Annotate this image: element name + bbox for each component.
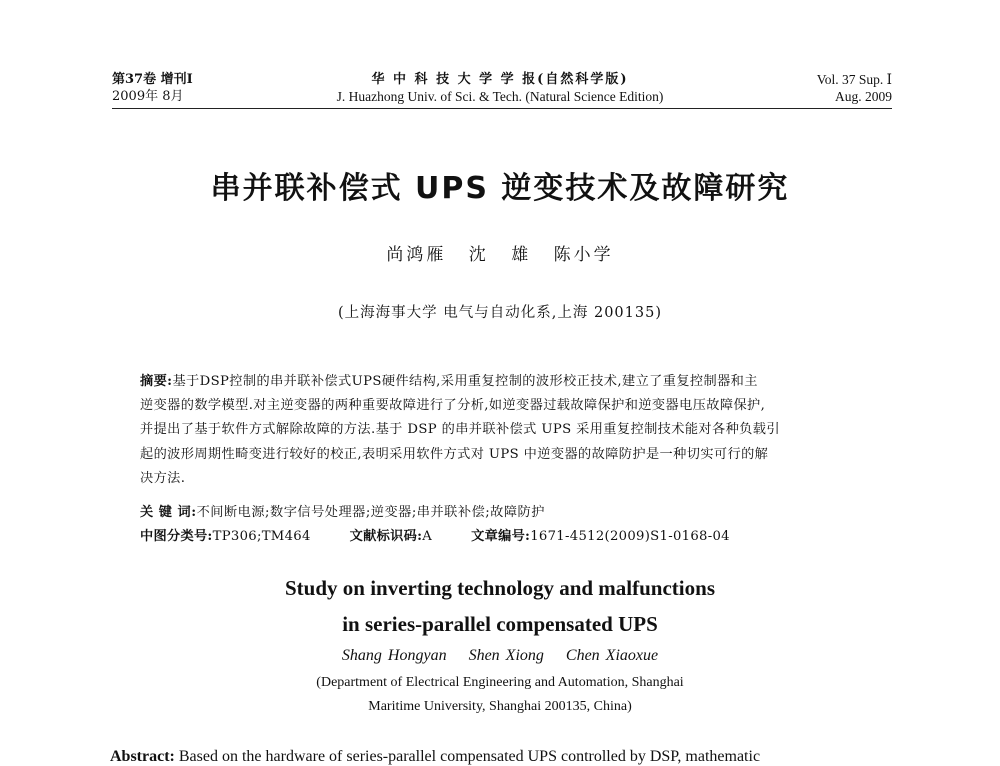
abstract-cn-line-3: 并提出了基于软件方式解除故障的方法.基于 DSP 的串并联补偿式 UPS 采用重复控制技术能对各种负载引 (140, 422, 780, 438)
cn-title: 串并联补偿式 UPS 逆变技术及故障研究 (210, 171, 790, 206)
keywords-text: 不间断电源;数字信号处理器;逆变器;串并联补偿;故障防护 (196, 505, 545, 520)
keywords-label: 关 键 词: (140, 505, 197, 520)
header-volume-issue: 第37卷 增刊Ⅰ (112, 72, 193, 87)
doc-code-label: 文献标识码: (349, 529, 423, 544)
doc-code-value: A (422, 529, 433, 544)
header-date-en: Aug. 2009 (835, 89, 892, 104)
abstract-cn-line-4: 起的波形周期性畸变进行较好的校正,表明采用软件方式对 UPS 中逆变器的故障防护是一种切实可行的解 (140, 446, 769, 462)
abstract-en (110, 748, 760, 766)
header-rule (112, 108, 892, 109)
en-affiliation-line-1: (Department of Electrical Engineering and Automation, Shanghai (316, 675, 684, 690)
en-author-3: Chen Xiaoxue (565, 647, 659, 664)
clc-label: 中图分类号: (140, 529, 213, 544)
article-no-value: 1671-4512(2009)S1-0168-04 (530, 529, 730, 544)
header-volume-en-block (817, 71, 892, 105)
header-journal-en: J. Huazhong Univ. of Sci. & Tech. (Natural Science Edition) (336, 89, 664, 104)
en-author-1: Shang Hongyan (341, 647, 447, 664)
abstract-cn-line (140, 370, 870, 394)
abstract-cn-line-1: 基于DSP控制的串并联补偿式UPS硬件结构,采用重复控制的波形校正技术,建立了重复控制器和主 (172, 374, 758, 389)
header-vol-en: Vol. 37 Sup. Ⅰ (816, 72, 892, 87)
en-authors (0, 647, 1000, 665)
abstract-cn (140, 370, 870, 491)
classification-line (140, 525, 730, 544)
keywords (140, 501, 545, 520)
abstract-cn-label: 摘要: (140, 374, 173, 389)
clc-value: TP306;TM464 (212, 529, 311, 544)
en-author-2: Shen Xiong (468, 647, 544, 664)
cn-affiliation: (上海海事大学 电气与自动化系,上海 200135) (338, 305, 662, 321)
cn-authors: 尚鸿雁 沈 雄 陈小学 (386, 245, 614, 265)
header-journal-cn: 华 中 科 技 大 学 学 报(自然科学版) (371, 72, 629, 87)
en-title-line-2: in series-parallel compensated UPS (342, 612, 658, 636)
abstract-cn-line-2: 逆变器的数学模型.对主逆变器的两种重要故障进行了分析,如逆变器过载故障保护和逆变器电压故障保护, (140, 398, 766, 414)
abstract-en-label: Abstract: (110, 748, 175, 765)
abstract-en-text: Based on the hardware of series-parallel compensated UPS controlled by DSP, mathematic (178, 748, 761, 765)
en-affiliation-line-2: Maritime University, Shanghai 200135, China) (368, 699, 632, 714)
article-no-label: 文章编号: (471, 529, 531, 544)
header-year-month: 2009年 8月 (112, 89, 184, 104)
abstract-cn-line-5: 决方法. (140, 470, 186, 486)
en-title-line-1: Study on inverting technology and malfunctions (285, 576, 715, 600)
